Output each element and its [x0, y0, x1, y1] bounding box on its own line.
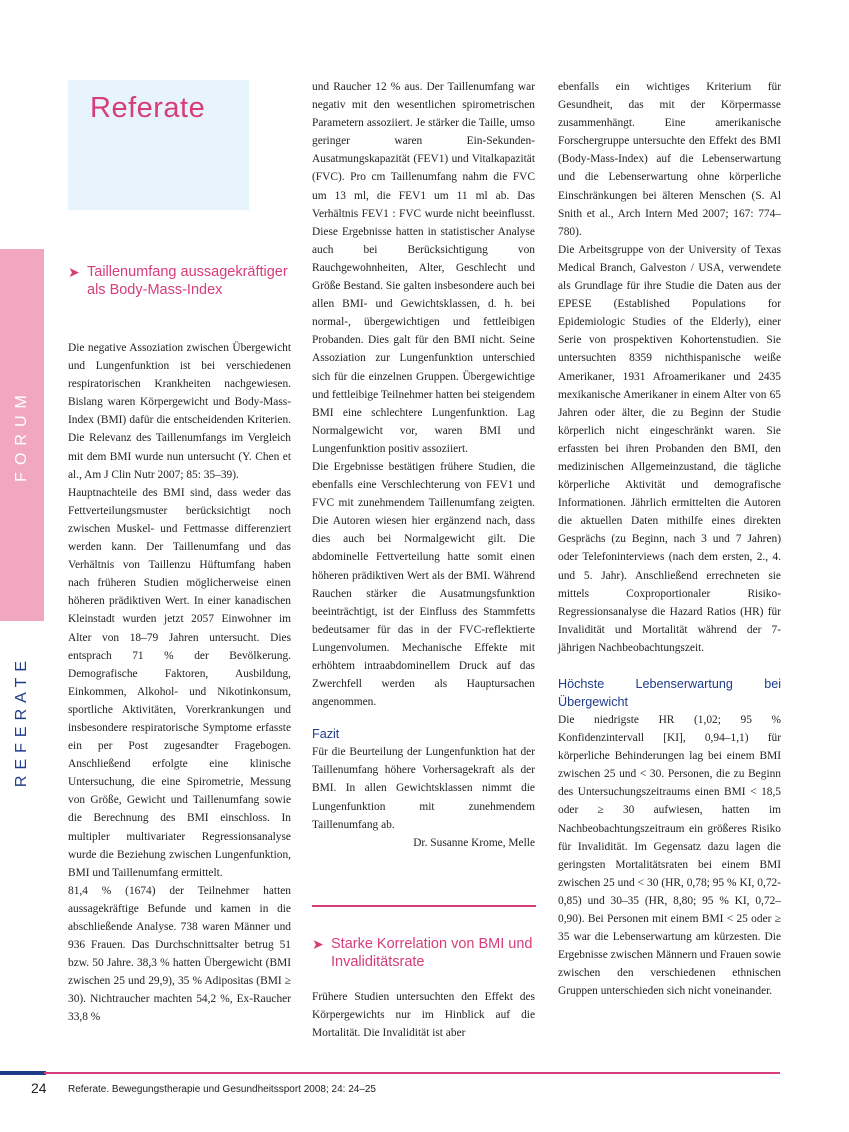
paragraph: Hauptnachteile des BMI sind, dass weder das Fettverteilungsmuster berücksichtigt noch zwischen Muskel- und Fettmasse differenziert werden kann. Der Taillenumfang und das Verhältnis von Taillenzu Hüftumfang haben nach früheren Studien möglicherweise einen höheren prädiktiven Wert. In einer kanadischen Kleinstadt wurden jetzt 2057 Einwohner im Alter von 18–79 Jahren untersucht. Dies entsprach 71 % der Bevölkerung. Demografische Faktoren, Ausbildung, Einkommen, Alkohol- und Nikotinkonsum, sportliche Aktivitäten, Vorerkrankungen und insbesondere respiratorische Symptome erfasste ein per Post zugesandter Fragebogen. Anschließend erfolgte eine klinische Untersuchung, die eine Spirometrie, Messung von Größe, Gewicht und Taillenumfang sowie die Berechnung des BMI einschloss. In multipler multivariater Regressionsanalyse wurde die Beziehung zwischen Lungenfunktion, BMI und Taillenumfang ermittelt.	[68, 486, 291, 879]
fazit-text: Für die Beurteilung der Lungenfunktion hat der Taillenumfang höhere Vorhersagekraft als der BMI. In allen Gewichtsklassen nimmt die Lungenfunktion mit zunehmendem Taillenumfang ab.	[312, 746, 535, 831]
forum-side-label	[0, 249, 44, 621]
footer-rule	[44, 1072, 780, 1074]
article1-heading-text: Taillenumfang aussagekräftiger als Body-Mass-Index	[87, 264, 288, 298]
spacer	[558, 657, 781, 675]
article-divider	[312, 905, 536, 907]
paragraph: Die negative Assoziation zwischen Übergewicht und Lungenfunktion ist bei verschiedenen respiratorischen Krankheiten nachgewiesen. Bislang waren Körpergewicht und Body-Mass-Index (BMI) dafür die entscheidenden Kriterien. Die Relevanz des Taillenumfangs im Vergleich mit dem BMI wurde nun untersucht (Y. Chen et al., Am J Clin Nutr 2007; 85: 35–39).	[68, 342, 291, 481]
paragraph: Die Ergebnisse bestätigen frühere Studien, die ebenfalls eine Verschlechterung von FEV1 und FVC mit zunehmendem Taillenumfang zeigten. Die Autoren wiesen hier ergänzend nach, dass dies auch bei Normalgewicht gilt. Die abdominelle Fettverteilung hatte somit einen höheren prädiktiven Wert als der BMI. Während Rauchen stärker die Ausatmungsfunktion beeinträchtigt, ist der Einfluss des Stammfetts bedeutsamer für das in der FVC-reflektierte Lungenvolumen. Mechanische Effekte mit erhöhtem intraabdominellem Druck auf das Zwerchfell werden als Hauptursachen angenommen.	[312, 460, 535, 709]
article1-heading	[68, 264, 288, 299]
paragraph: ebenfalls ein wichtiges Kriterium für Gesundheit, das mit der Körpermasse zusammenhängt. Eine amerikanische Forschergruppe untersuchte den Effekt des BMI (Body-Mass-Index) auf die Lebenserwartung und die Lebenserwartung ohne körperliche Einschränkungen bei älteren Menschen (S. Al Snith et al., Arch Intern Med 2007; 167: 774–780).	[558, 81, 781, 238]
author-signature: Dr. Susanne Krome, Melle	[413, 836, 535, 849]
arrow-bullet-icon: ➤	[312, 936, 324, 952]
footer-blue-mark	[0, 1071, 46, 1075]
footer-citation: Referate. Bewegungstherapie und Gesundheitssport 2008; 24: 24–25	[68, 1084, 376, 1095]
section-title: Referate	[90, 92, 206, 124]
paragraph: und Raucher 12 % aus. Der Taillenumfang war negativ mit den wesentlichen spirometrischen Parametern assoziiert. Je stärker die Taille, umso geringer waren Ein-Sekunden-Ausatmungskapazität (FEV1) und Vitalkapazität (FVC). Pro cm Taillenumfang nahm die FVC um 13 ml, die FEV1 um 11 ml ab. Das Verhältnis FEV1 : FVC wurde nicht beeinflusst. Diese Ergebnisse hatten in statistischer Analyse auch bei Berücksichtigung von Rauchgewohnheiten, Alter, Geschlecht und Größe Bestand. Sie galten insbesondere auch bei allen BMI- und Gewichtsklassen, d. h. bei normal-, übergewichtigen und fettleibigen Probanden. Dies galt für den BMI nicht. Seine Assoziation zur Lungenfunktion unterschied sich für die einzelnen Gruppen. Übergewichtige und fettleibige Teilnehmer hatten bei steigendem BMI eine schlechtere Lungenfunktion. Lag Normalgewicht vor, waren BMI und Lungenfunktion positiv assoziiert.	[312, 81, 535, 455]
fazit-heading: Fazit	[312, 727, 340, 742]
paragraph: 81,4 % (1674) der Teilnehmer hatten aussagekräftige Befunde und kamen in die abschließende Analyse. 738 waren Männer und 936 Frauen. Das Durchschnittsalter betrug 51 bzw. 50 Jahre. 38,3 % hatten Übergewicht (BMI zwischen 25 und 29,9), 35 % Adipositas (BMI ≥ 30). Nichtraucher machten 54,2 %, Ex-Raucher 33,8 %	[68, 884, 291, 1024]
referate-label-text: REFERATE	[13, 654, 30, 788]
referate-side-label	[0, 621, 44, 821]
paragraph: Frühere Studien untersuchten den Effekt des Körpergewichts nur im Hinblick auf die Mortalität. Die Invalidität ist aber	[312, 991, 535, 1040]
article2-heading	[312, 936, 542, 971]
column-1	[68, 339, 291, 1027]
forum-label-text: FORUM	[13, 388, 30, 482]
column-3	[558, 78, 781, 1001]
arrow-bullet-icon: ➤	[68, 264, 80, 280]
paragraph: Die Arbeitsgruppe von der University of Texas Medical Branch, Galveston / USA, verwendete als Grundlage für ihre Studie die Daten aus der EPESE (Established Populations for Epidemiologic Studies of the Elderly), einer Serie von prospektiven Kohortenstudien. Sie untersuchten 8359 nichthispanische weiße Amerikaner, 1931 Afroamerikaner und 2435 mexikanische Amerikaner in einem Alter von 65 Jahren oder älter, die zu Beginn der Studie körperlich nicht eingeschränkt waren. Sie erfassten bei ihren Probanden den BMI, den medizinischen Allgemeinzustand, die tägliche körperliche Aktivität und demografische Informationen. Jährlich ermittelten die Autoren die aktuellen Daten mithilfe eines direkten Gesprächs (zu Beginn, nach 3 und 7 Jahren) oder Telefoninterviews (nach dem ersten, 2., 4. und 5. Jahr). Anschließend errechneten sie mittels Coxproportionaler Risiko-Regressionsanalyse die Hazard Ratios (HR) für Invalidität und Mortalität während der 7-jährigen Nachbeobachtungszeit.	[558, 243, 781, 654]
article2-heading-text: Starke Korrelation von BMI und Invaliditätsrate	[331, 936, 533, 970]
column-2	[312, 78, 535, 852]
page-number: 24	[31, 1080, 47, 1096]
paragraph: Die niedrigste HR (1,02; 95 % Konfidenzintervall [KI], 0,94–1,1) für körperliche Behinderungen lag bei einem BMI zwischen 25 und < 30. Personen, die zu Beginn des Untersuchungszeitraums einen BMI < 18,5 oder ≥ 30 aufwiesen, hatten im Nachbeobachtungszeitraum ein größeres Risiko für Invalidität. Im Gegensatz dazu lagen die geringsten Mortalitätsraten bei einem BMI zwischen 25 und < 30 (HR, 0,78; 95 % KI, 0,72-0,85) und 30–35 (HR, 8,80; 95 % KI, 0,72–0,90). Bei Personen mit einem BMI < 25 oder ≥ 35 war die Lebenserwartung am kürzesten. Die Ergebnisse zwischen Männern und Frauen sowie zwischen den verschiedenen ethnischen Gruppen unterschieden sich nicht voneinander.	[558, 714, 781, 998]
section-header-box	[68, 80, 249, 210]
column-2-bottom	[312, 988, 535, 1042]
article2-subheading: Höchste Lebenserwartung bei Übergewicht	[558, 677, 781, 709]
